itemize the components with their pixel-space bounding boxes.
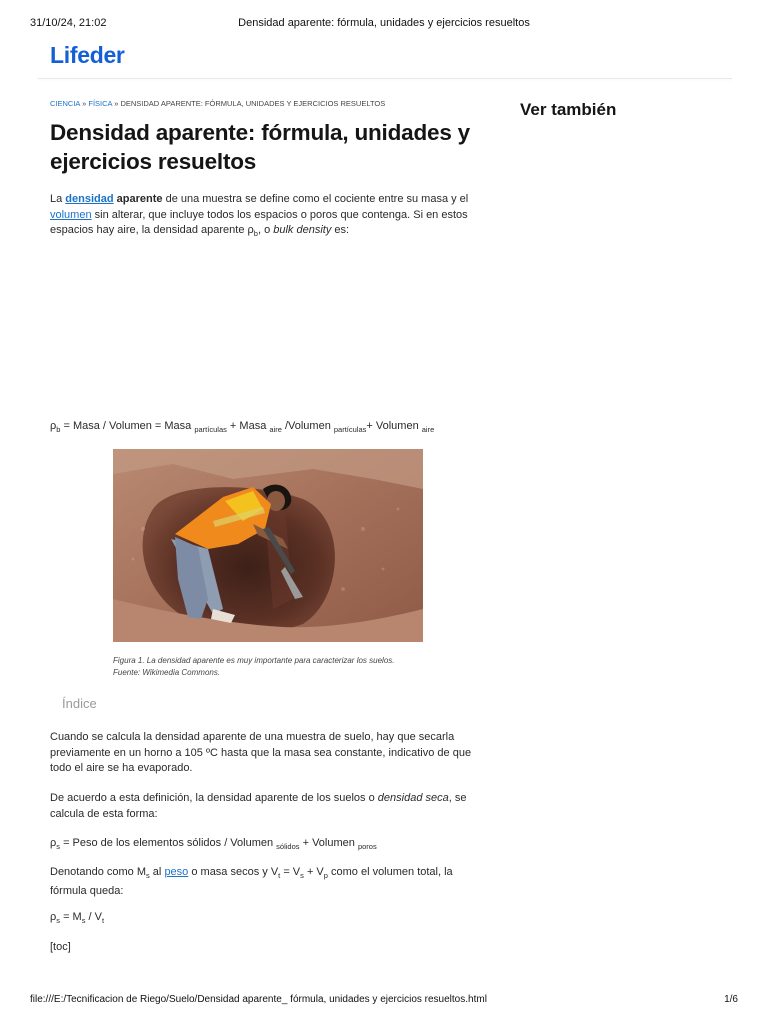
formula-dry-density — [50, 836, 485, 855]
toc-toggle[interactable]: Índice — [62, 696, 97, 711]
rho-symbol: ρ — [50, 911, 57, 923]
text: al — [149, 866, 165, 878]
subscript: s — [146, 871, 150, 881]
subscript: b — [253, 229, 258, 239]
subscript: p — [323, 871, 328, 881]
formula-final — [50, 910, 485, 929]
subscript: poros — [357, 842, 377, 852]
breadcrumb — [50, 99, 385, 108]
paragraph-drying: Cuando se calcula la densidad aparente de una muestra de suelo, hay que secarla previamente en un horno a 105 ºC hasta que la masa sea constante, indicativo de que todo el aire se ha evaporado. — [50, 731, 472, 774]
text: o masa secos y V — [188, 866, 279, 878]
text: , o — [257, 224, 274, 236]
text: + Masa — [226, 420, 270, 432]
breadcrumb-link-ciencia[interactable]: CIENCIA — [50, 99, 81, 108]
bold-aparente: aparente — [113, 193, 163, 205]
paragraph-notation — [50, 865, 485, 899]
subscript: sólidos — [276, 842, 300, 852]
text: + Volumen — [299, 837, 358, 849]
figure-caption — [113, 655, 433, 679]
text: = M — [60, 911, 82, 923]
text: sin alterar, que incluye todos los espacios o poros que contenga. Si en estos espacios hay aire, la densidad aparente ρ — [50, 208, 468, 236]
formula-bulk-density — [50, 419, 510, 438]
text: es: — [331, 224, 350, 236]
subscript: aire — [421, 425, 435, 435]
caption-line: Figura 1. La densidad aparente es muy importante para caracterizar los suelos. — [113, 656, 395, 665]
breadcrumb-separator: » — [80, 99, 89, 108]
subscript: partículas — [333, 425, 367, 435]
paragraph-definition — [50, 791, 485, 822]
subscript: s — [300, 871, 304, 881]
caption-source: Fuente: Wikimedia Commons. — [113, 668, 221, 677]
subscript: s — [56, 842, 61, 852]
link-volumen[interactable]: volumen — [50, 208, 92, 221]
text: = V — [280, 866, 301, 878]
rho-symbol: ρ — [50, 837, 57, 849]
site-logo[interactable]: Lifeder — [50, 42, 125, 68]
subscript: partículas — [194, 425, 227, 435]
text: /Volumen — [281, 420, 334, 432]
text: como el volumen total, la fórmula queda: — [50, 866, 453, 897]
text: de una muestra se define como el cociente entre su masa y el — [162, 193, 469, 205]
print-datetime: 31/10/24, 21:02 — [30, 17, 107, 29]
text: Denotando como M — [50, 866, 146, 878]
rho-symbol: ρ — [50, 420, 57, 432]
toc-shortcode: [toc] — [50, 941, 71, 953]
link-densidad[interactable]: densidad — [65, 193, 114, 205]
breadcrumb-current: DENSIDAD APARENTE: FÓRMULA, UNIDADES Y EJERCICIOS RESUELTOS — [120, 99, 386, 108]
print-file-url: file:///E:/Tecnificacion de Riego/Suelo/Densidad aparente_ fórmula, unidades y ejercicios resueltos.html — [30, 994, 487, 1005]
text: La — [50, 193, 66, 205]
text: + Volumen — [366, 420, 422, 432]
sidebar-title: Ver también — [520, 100, 617, 119]
article-title: Densidad aparente: fórmula, unidades y ejercicios resueltos — [50, 120, 470, 174]
figure-soil-photo — [113, 449, 423, 642]
subscript: s — [81, 916, 86, 926]
breadcrumb-separator: » — [112, 99, 121, 108]
text: , se calcula de esta forma: — [50, 792, 467, 820]
text: = Masa / Volumen = Masa — [60, 420, 195, 432]
subscript: t — [278, 871, 281, 881]
print-page-title: Densidad aparente: fórmula, unidades y ejercicios resueltos — [238, 17, 530, 29]
text: = Peso de los elementos sólidos / Volumen — [60, 837, 277, 849]
text: De acuerdo a esta definición, la densidad aparente de los suelos o — [50, 792, 378, 804]
subscript: s — [56, 916, 61, 926]
header-divider — [38, 78, 732, 79]
breadcrumb-link-fisica[interactable]: FÍSICA — [88, 99, 113, 108]
link-peso[interactable]: peso — [164, 866, 189, 878]
text: / V — [85, 911, 102, 923]
subscript: t — [101, 916, 105, 926]
text: + V — [303, 866, 324, 878]
italic-bulk-density: bulk density — [273, 224, 332, 236]
subscript: b — [56, 425, 61, 435]
intro-paragraph — [50, 192, 485, 242]
print-page-number: 1/6 — [724, 994, 738, 1005]
soil-pit-illustration — [113, 449, 423, 642]
subscript: aire — [269, 425, 282, 435]
italic-densidad-seca: densidad seca — [377, 792, 449, 804]
